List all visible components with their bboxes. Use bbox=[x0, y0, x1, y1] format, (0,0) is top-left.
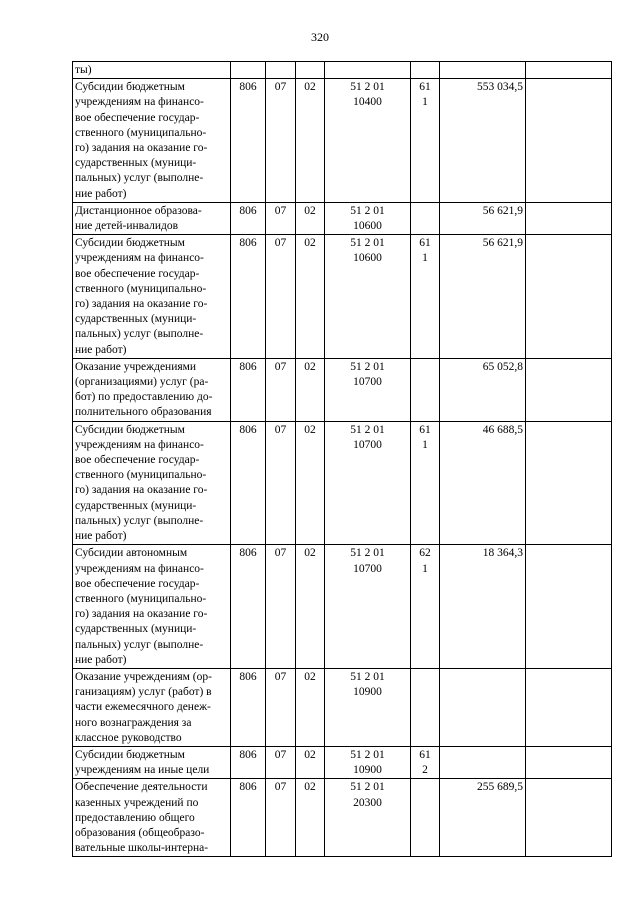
row-amount-cell bbox=[440, 746, 526, 778]
row-ministry-code-cell: 806 bbox=[231, 668, 266, 746]
row-expense-type-cell: 61 1 bbox=[411, 79, 440, 203]
row-amount-cell: 56 621,9 bbox=[440, 202, 526, 234]
row-extra-cell bbox=[526, 421, 612, 545]
table-row bbox=[73, 235, 612, 359]
row-ministry-code-cell bbox=[231, 62, 266, 79]
row-subsection-cell: 02 bbox=[296, 545, 325, 669]
page-number: 320 bbox=[311, 30, 329, 44]
row-expense-type-cell bbox=[411, 668, 440, 746]
row-extra-cell bbox=[526, 62, 612, 79]
row-subsection-cell: 02 bbox=[296, 235, 325, 359]
row-amount-cell bbox=[440, 668, 526, 746]
row-target-article-cell: 51 2 01 20300 bbox=[325, 779, 411, 857]
row-subsection-cell: 02 bbox=[296, 746, 325, 778]
row-name-cell: Субсидии бюджетным учреждениям на финансо- вое обеспечение государ- ственного (муниципально- го) задания на оказание го- сударственных (муници- пальных) услуг (выполне- ние работ) bbox=[73, 235, 231, 359]
row-expense-type-cell: 62 1 bbox=[411, 545, 440, 669]
row-subsection-cell: 02 bbox=[296, 202, 325, 234]
table-row bbox=[73, 421, 612, 545]
table-row bbox=[73, 545, 612, 669]
row-amount-cell: 18 364,3 bbox=[440, 545, 526, 669]
row-expense-type-cell bbox=[411, 202, 440, 234]
row-extra-cell bbox=[526, 779, 612, 857]
row-subsection-cell: 02 bbox=[296, 779, 325, 857]
row-amount-cell: 56 621,9 bbox=[440, 235, 526, 359]
row-expense-type-cell bbox=[411, 62, 440, 79]
row-target-article-cell bbox=[325, 62, 411, 79]
row-subsection-cell: 02 bbox=[296, 79, 325, 203]
row-expense-type-cell: 61 2 bbox=[411, 746, 440, 778]
row-name-cell: Субсидии бюджетным учреждениям на финансо- вое обеспечение государ- ственного (муниципально- го) задания на оказание го- сударственных (муници- пальных) услуг (выполне- ние работ) bbox=[73, 421, 231, 545]
row-subsection-cell bbox=[296, 62, 325, 79]
table-row bbox=[73, 358, 612, 421]
row-ministry-code-cell: 806 bbox=[231, 779, 266, 857]
row-extra-cell bbox=[526, 668, 612, 746]
row-section-cell: 07 bbox=[266, 668, 296, 746]
row-name-cell: Оказание учреждениям (ор- ганизациям) услуг (работ) в части ежемесячного денеж- ного вознаграждения за классное руководство bbox=[73, 668, 231, 746]
row-name-cell: ты) bbox=[73, 62, 231, 79]
row-amount-cell: 65 052,8 bbox=[440, 358, 526, 421]
table-row bbox=[73, 79, 612, 203]
row-ministry-code-cell: 806 bbox=[231, 545, 266, 669]
row-amount-cell: 255 689,5 bbox=[440, 779, 526, 857]
table-row bbox=[73, 62, 612, 79]
row-target-article-cell: 51 2 01 10900 bbox=[325, 746, 411, 778]
row-extra-cell bbox=[526, 746, 612, 778]
budget-table bbox=[72, 61, 612, 857]
row-expense-type-cell bbox=[411, 358, 440, 421]
row-name-cell: Обеспечение деятельности казенных учреждений по предоставлению общего образования (общеобразо- вательные школы-интерна- bbox=[73, 779, 231, 857]
table-row bbox=[73, 746, 612, 778]
row-amount-cell: 46 688,5 bbox=[440, 421, 526, 545]
row-target-article-cell: 51 2 01 10600 bbox=[325, 235, 411, 359]
row-target-article-cell: 51 2 01 10700 bbox=[325, 545, 411, 669]
row-subsection-cell: 02 bbox=[296, 421, 325, 545]
row-section-cell: 07 bbox=[266, 235, 296, 359]
row-extra-cell bbox=[526, 202, 612, 234]
row-ministry-code-cell: 806 bbox=[231, 235, 266, 359]
row-name-cell: Субсидии бюджетным учреждениям на иные цели bbox=[73, 746, 231, 778]
row-section-cell: 07 bbox=[266, 545, 296, 669]
row-section-cell: 07 bbox=[266, 746, 296, 778]
row-target-article-cell: 51 2 01 10400 bbox=[325, 79, 411, 203]
row-extra-cell bbox=[526, 79, 612, 203]
row-section-cell: 07 bbox=[266, 358, 296, 421]
row-ministry-code-cell: 806 bbox=[231, 746, 266, 778]
row-section-cell: 07 bbox=[266, 421, 296, 545]
row-amount-cell: 553 034,5 bbox=[440, 79, 526, 203]
row-target-article-cell: 51 2 01 10900 bbox=[325, 668, 411, 746]
row-target-article-cell: 51 2 01 10600 bbox=[325, 202, 411, 234]
row-extra-cell bbox=[526, 358, 612, 421]
row-section-cell: 07 bbox=[266, 779, 296, 857]
row-section-cell: 07 bbox=[266, 202, 296, 234]
row-ministry-code-cell: 806 bbox=[231, 79, 266, 203]
table-row bbox=[73, 668, 612, 746]
row-subsection-cell: 02 bbox=[296, 668, 325, 746]
table-row bbox=[73, 779, 612, 857]
row-expense-type-cell bbox=[411, 779, 440, 857]
row-target-article-cell: 51 2 01 10700 bbox=[325, 358, 411, 421]
row-target-article-cell: 51 2 01 10700 bbox=[325, 421, 411, 545]
row-extra-cell bbox=[526, 545, 612, 669]
row-ministry-code-cell: 806 bbox=[231, 358, 266, 421]
row-name-cell: Субсидии бюджетным учреждениям на финансо- вое обеспечение государ- ственного (муниципально- го) задания на оказание го- сударственных (муници- пальных) услуг (выполне- ние работ) bbox=[73, 79, 231, 203]
row-subsection-cell: 02 bbox=[296, 358, 325, 421]
table-row bbox=[73, 202, 612, 234]
row-section-cell bbox=[266, 62, 296, 79]
row-name-cell: Оказание учреждениями (организациями) услуг (ра- бот) по предоставлению до- полнительного образования bbox=[73, 358, 231, 421]
row-section-cell: 07 bbox=[266, 79, 296, 203]
row-extra-cell bbox=[526, 235, 612, 359]
row-ministry-code-cell: 806 bbox=[231, 202, 266, 234]
row-name-cell: Дистанционное образова- ние детей-инвалидов bbox=[73, 202, 231, 234]
row-expense-type-cell: 61 1 bbox=[411, 421, 440, 545]
row-expense-type-cell: 61 1 bbox=[411, 235, 440, 359]
row-ministry-code-cell: 806 bbox=[231, 421, 266, 545]
row-amount-cell bbox=[440, 62, 526, 79]
row-name-cell: Субсидии автономным учреждениям на финансо- вое обеспечение государ- ственного (муниципально- го) задания на оказание го- сударственных (муници- пальных) услуг (выполне- ние работ) bbox=[73, 545, 231, 669]
